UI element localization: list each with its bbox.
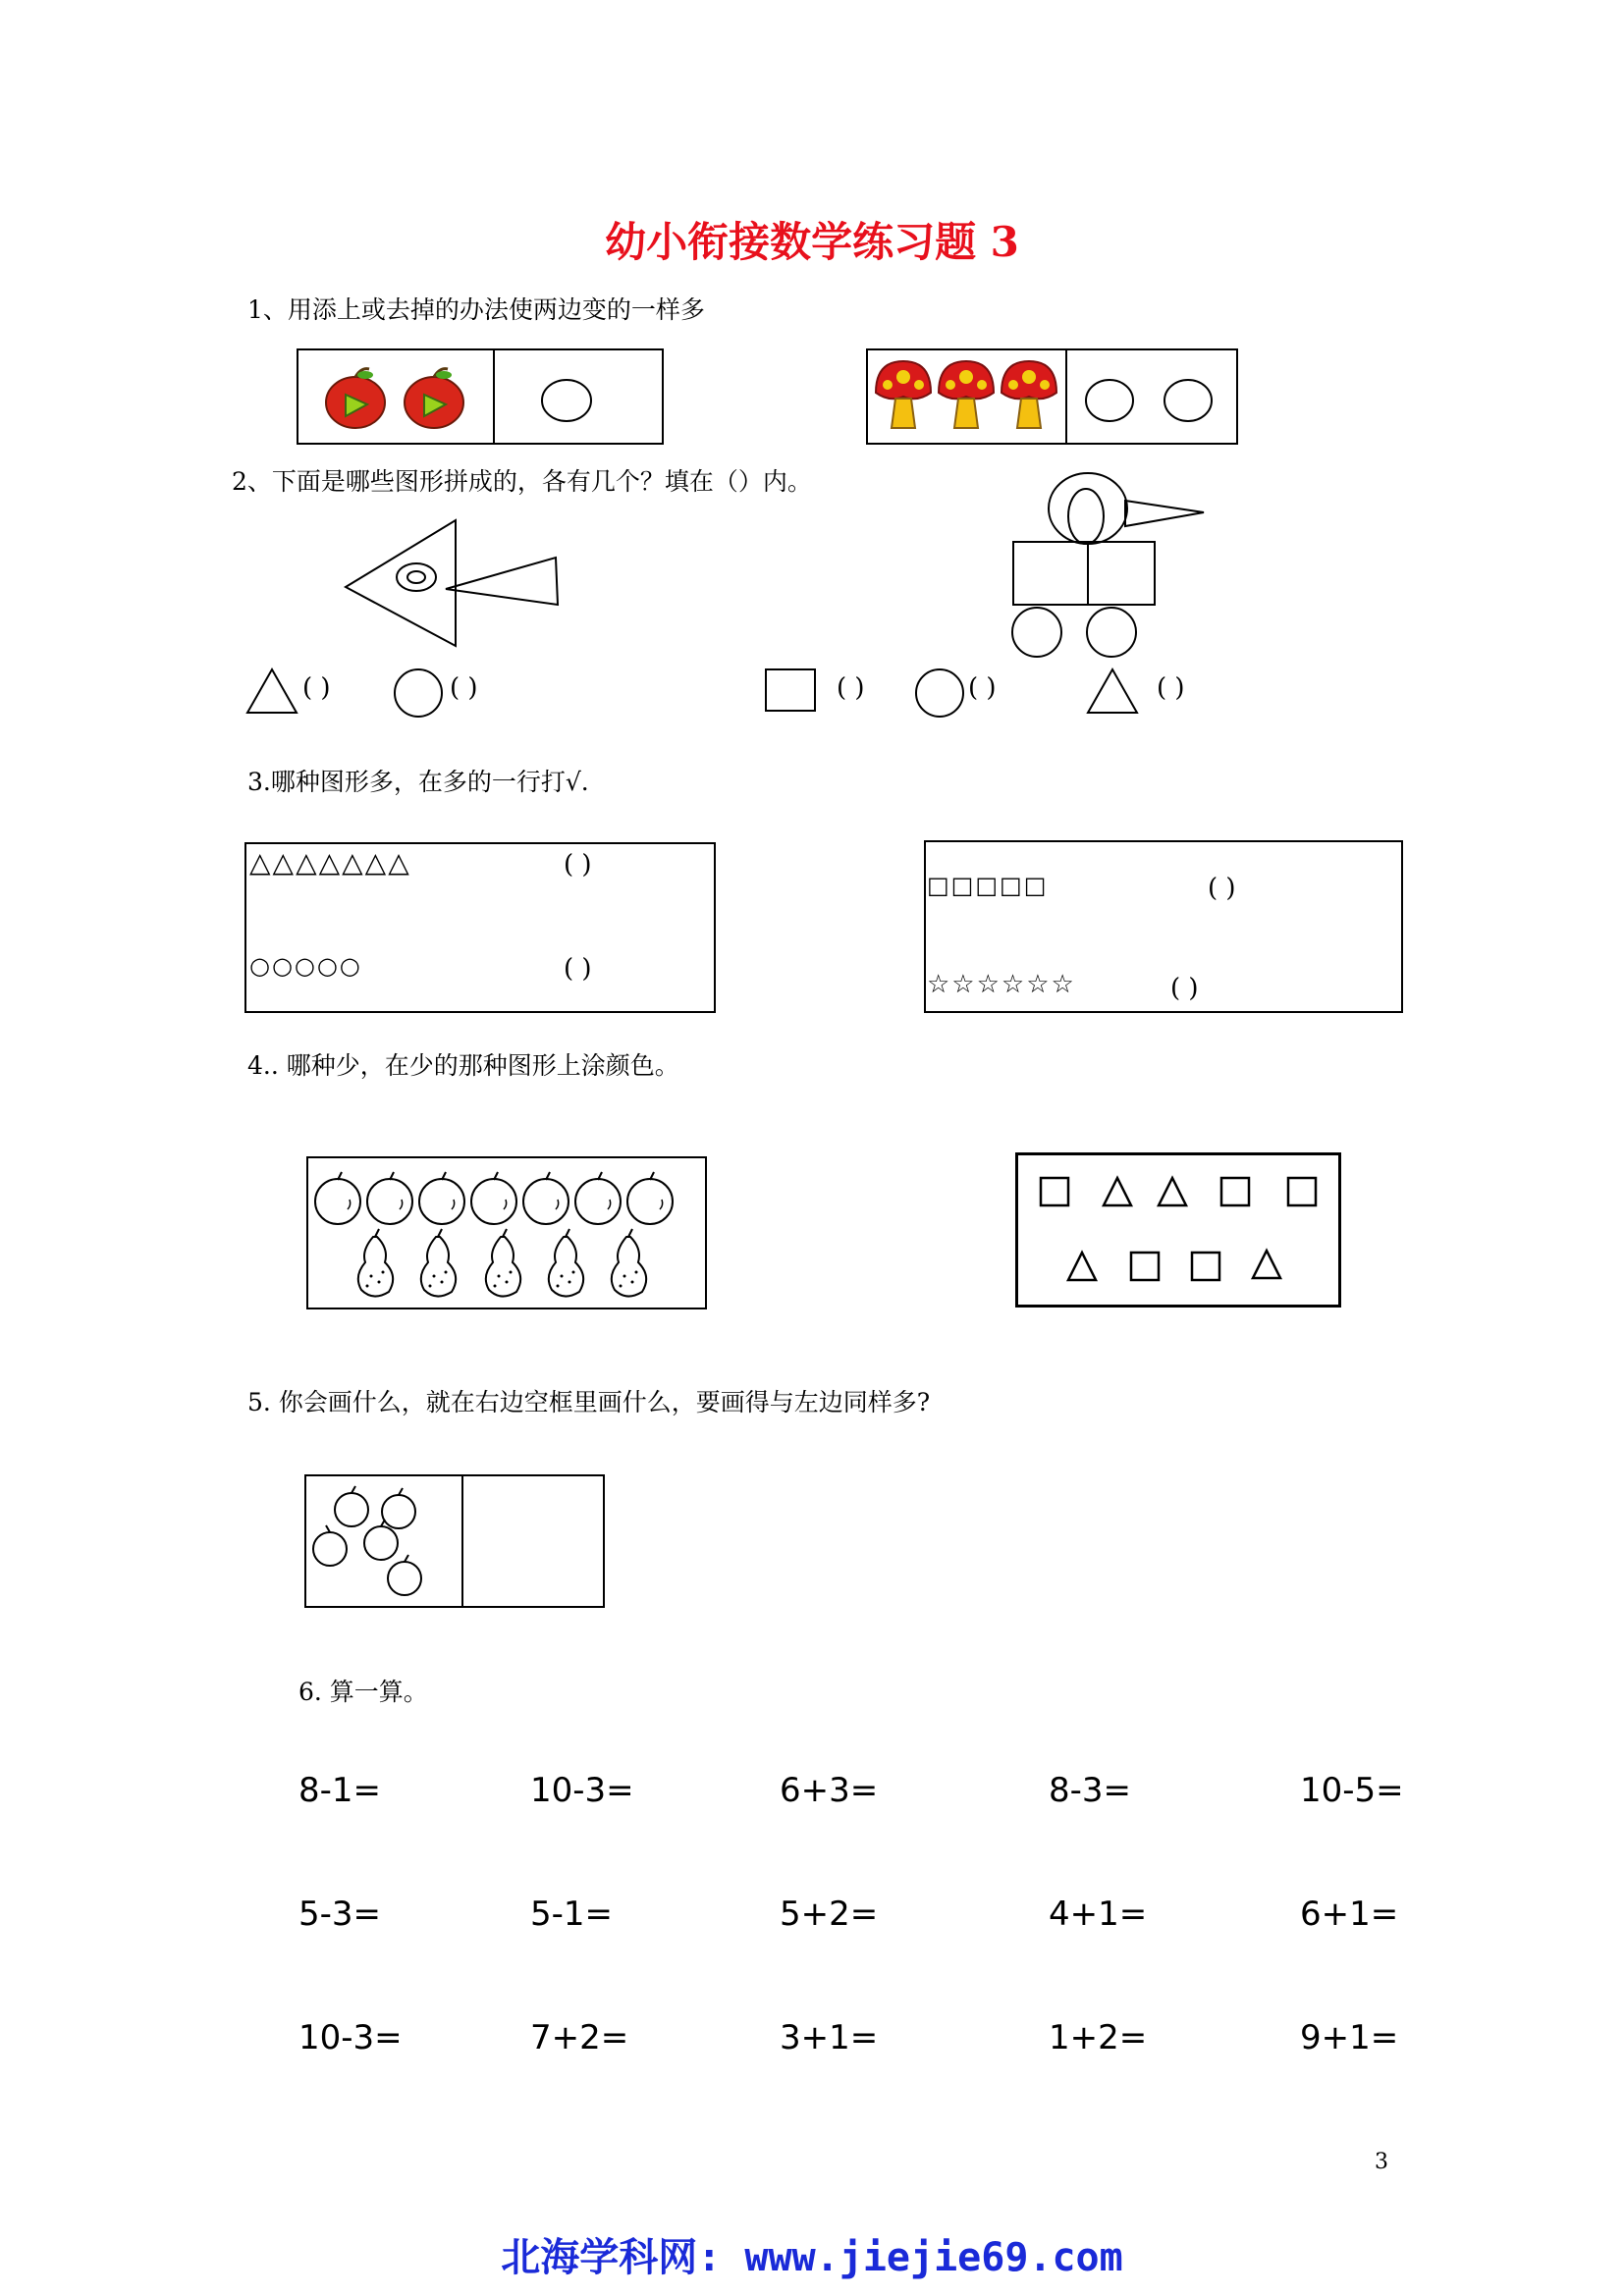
math-problem: 4+1=	[1049, 1895, 1148, 1934]
triangle-row: △△△△△△△	[249, 846, 411, 879]
square-shape	[1131, 1253, 1159, 1280]
answer-blank[interactable]: ( )	[302, 673, 331, 703]
check-blank[interactable]: ( )	[1208, 874, 1236, 903]
triangle-icon	[245, 667, 300, 715]
pear-outline-group	[358, 1229, 646, 1297]
math-problem: 10-5=	[1300, 1771, 1404, 1810]
check-blank[interactable]: ( )	[564, 850, 592, 880]
mushroom-icon	[939, 361, 994, 428]
circle-shape	[1164, 380, 1212, 421]
triangle-shape	[1253, 1251, 1280, 1278]
check-blank[interactable]: ( )	[1170, 974, 1199, 1003]
apple-outline-icon	[364, 1520, 398, 1560]
math-problem: 3+1=	[780, 2018, 879, 2057]
apple-outline-icon	[627, 1172, 673, 1224]
math-problem: 6+3=	[780, 1771, 879, 1810]
pear-outline-icon	[421, 1229, 456, 1297]
math-problem: 8-1=	[298, 1771, 382, 1810]
math-problem: 1+2=	[1049, 2018, 1148, 2057]
circle-icon	[913, 667, 966, 719]
square-shape	[1192, 1253, 1219, 1280]
triangle-shape	[1159, 1178, 1186, 1205]
circle-icon	[393, 667, 444, 719]
apple-outline-icon	[523, 1172, 568, 1224]
wheel-circle	[1012, 608, 1061, 657]
math-problem: 8-3=	[1049, 1771, 1132, 1810]
triangle-shape	[446, 558, 558, 605]
apple-icon	[405, 369, 463, 428]
apple-outline-icon	[335, 1486, 368, 1526]
circle-shape	[540, 379, 595, 426]
question-3-text: 3.哪种图形多，在多的一行打√.	[247, 768, 589, 796]
eye-inner-circle	[407, 571, 425, 583]
page-number: 3	[1375, 2150, 1388, 2174]
vehicle-figure	[1009, 471, 1211, 658]
square-shape	[1041, 1178, 1068, 1205]
apple-outline-icon	[419, 1172, 464, 1224]
fish-figure	[344, 518, 565, 651]
apple-outline-icon	[575, 1172, 621, 1224]
math-problem: 5-1=	[530, 1895, 614, 1934]
apple-outline-icon	[471, 1172, 516, 1224]
apple-outline-icon	[367, 1172, 412, 1224]
page-title: 幼小衔接数学练习题 3	[605, 218, 1019, 266]
mushroom-icon	[876, 361, 931, 428]
question-2-text: 2、下面是哪些图形拼成的，各有几个？填在（）内。	[232, 467, 812, 496]
apple-outline-group	[315, 1172, 673, 1224]
footer-website[interactable]: 北海学科网: www.jiejie69.com	[501, 2235, 1123, 2280]
square-shape	[1221, 1178, 1249, 1205]
mushroom-icon	[1001, 361, 1056, 428]
triangle-shape	[1125, 501, 1204, 526]
answer-blank[interactable]: ( )	[968, 673, 997, 703]
math-problem: 7+2=	[530, 2018, 629, 2057]
square-icon	[764, 667, 817, 713]
math-problem: 5-3=	[298, 1895, 382, 1934]
circle-shape	[1049, 473, 1127, 544]
pear-outline-icon	[486, 1229, 520, 1297]
apple-icon-group	[324, 361, 471, 432]
question-6-text: 6. 算一算。	[298, 1678, 428, 1706]
pear-outline-icon	[612, 1229, 646, 1297]
triangle-shape	[346, 520, 456, 646]
math-problem: 10-3=	[298, 2018, 403, 2057]
pear-outline-icon	[358, 1229, 393, 1297]
square-shape	[1288, 1178, 1316, 1205]
square-shape	[1013, 542, 1088, 605]
question-1-text: 1、用添上或去掉的办法使两边变的一样多	[247, 295, 705, 324]
apple-outline-icon	[388, 1555, 421, 1595]
square-shape	[1088, 542, 1155, 605]
apple-outline-icon	[382, 1488, 415, 1528]
apple-outline-group	[312, 1482, 460, 1605]
apple-icon	[326, 369, 385, 428]
square-row: □□□□□	[927, 872, 1049, 899]
mushroom-icon-group	[872, 357, 1068, 436]
question-5-text: 5. 你会画什么，就在右边空框里画什么，要画得与左边同样多?	[247, 1388, 931, 1416]
math-problem: 9+1=	[1300, 2018, 1399, 2057]
shapes-group	[1035, 1174, 1329, 1294]
triangle-shape	[1104, 1178, 1131, 1205]
question-4-text: 4.. 哪种少，在少的那种图形上涂颜色。	[247, 1051, 679, 1080]
answer-blank[interactable]: ( )	[837, 673, 865, 703]
star-row: ☆☆☆☆☆☆	[927, 970, 1076, 999]
apple-outline-icon	[313, 1525, 347, 1566]
wheel-circle	[1087, 608, 1136, 657]
triangle-icon	[1086, 667, 1141, 715]
triangle-shape	[1068, 1253, 1096, 1280]
oval-shape	[1068, 489, 1104, 544]
check-blank[interactable]: ( )	[564, 954, 592, 984]
math-problem: 5+2=	[780, 1895, 879, 1934]
eye-outer-circle	[397, 563, 436, 591]
circle-row: ○○○○○	[249, 952, 362, 980]
circle-shape	[1086, 380, 1133, 421]
fruit-group	[312, 1164, 705, 1307]
math-problem: 10-3=	[530, 1771, 634, 1810]
apple-outline-icon	[315, 1172, 360, 1224]
math-problem: 6+1=	[1300, 1895, 1399, 1934]
circle-shape-group	[1084, 379, 1221, 426]
answer-blank[interactable]: ( )	[1157, 673, 1185, 703]
q5-drawing-area[interactable]	[463, 1476, 603, 1606]
answer-blank[interactable]: ( )	[450, 673, 478, 703]
pear-outline-icon	[549, 1229, 583, 1297]
